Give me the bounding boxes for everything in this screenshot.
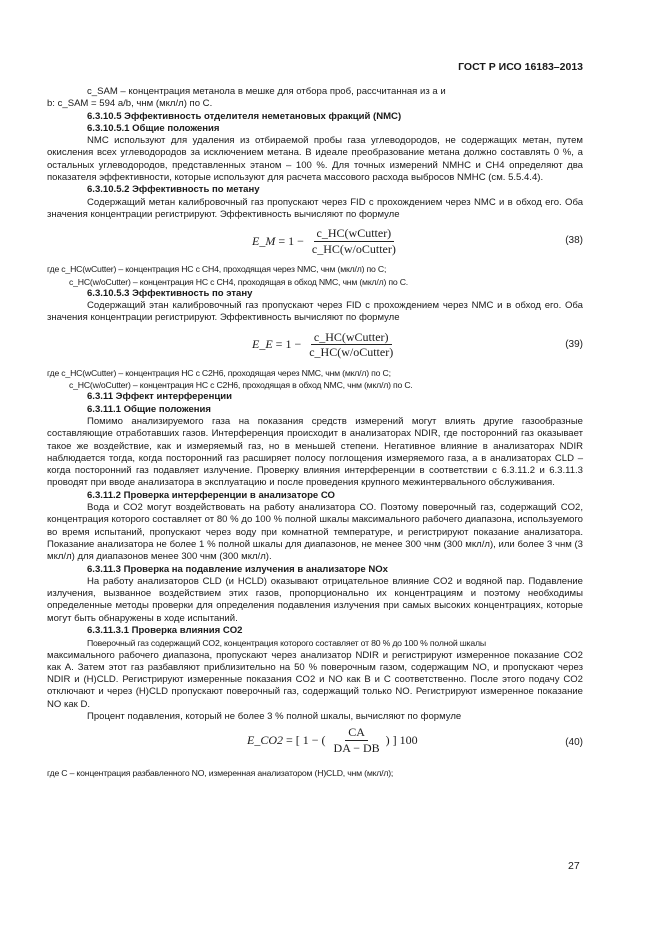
where-39-line-2: c_HC(w/oCutter) – концентрация НС с C2H6, проходящая в обход NMC, чнм (мкл/л) по С. bbox=[69, 380, 413, 391]
heading-6-3-11-2: 6.3.11.2 Проверка интерференции в анализаторе СО bbox=[87, 489, 335, 501]
page-number: 27 bbox=[568, 860, 580, 872]
formula-39-denominator: c_HC(w/oCutter) bbox=[309, 345, 394, 360]
co2-check-line-1: Поверочный газ содержащий CO2, концентрация которого составляет от 80 % до 100 % полной шкалы bbox=[87, 638, 486, 649]
sam-formula-line: b: c_SAM = 594 a/b, чнм (мкл/л) по С. bbox=[47, 98, 213, 110]
formula-38-lhs: E_M bbox=[252, 233, 276, 248]
document-id: ГОСТ Р ИСО 16183–2013 bbox=[458, 61, 583, 73]
equation-number-40: (40) bbox=[565, 737, 583, 749]
interference-paragraph: Помимо анализируемого газа на показания средств измерений могут влиять другие газообразные составляющие отработавших газов. Интерференция происходит в анализаторах NDIR, где посторонний газ оказывает такое же воздействие, как и измеряемый газ, но в меньшей степени. Негативное влияние в анализаторах NDIR наблюдается тогда, когда посторонний газ расширяет полосу поглощения измеряемого газа, а в анализаторах CLD – когда посторонний газ подавляет излучение. Проверку влияния интерференции в соответствии с 6.3.11.2 и 6.3.11.3 проводят при вводе анализатора в эксплуатацию и после проведения крупного межинтервального обслуживания. bbox=[47, 415, 583, 489]
equation-number-39: (39) bbox=[565, 338, 583, 350]
equation-number-38: (38) bbox=[565, 235, 583, 247]
ethane-paragraph: Содержащий этан калибровочный газ пропускают через FID с прохождением через NMC и в обход его. Оба значения концентрации регистрируют. Эффективность вычисляют по формуле bbox=[47, 300, 583, 324]
where-38-line-2: c_HC(w/oCutter) – концентрация НС с CH4, проходящая в обход NMC, чнм (мкл/л) по С. bbox=[69, 276, 409, 287]
formula-40-factor: 100 bbox=[399, 733, 418, 747]
heading-6-3-11-3-1: 6.3.11.3.1 Проверка влияния CO2 bbox=[87, 624, 243, 636]
sam-definition-line: c_SAM – концентрация метанола в мешке для отбора проб, рассчитанная из a и bbox=[87, 86, 446, 97]
heading-6-3-10-5: 6.3.10.5 Эффективность отделителя неметановых фракций (NMC) bbox=[87, 110, 402, 122]
formula-40-lhs: E_CO2 bbox=[247, 733, 283, 747]
heading-6-3-11-3: 6.3.11.3 Проверка на подавление излучения в анализаторе NOx bbox=[87, 563, 388, 575]
where-38-line-1: где c_HC(wCutter) – концентрация НС с CH4, проходящая через NMC, чнм (мкл/л) по С; bbox=[47, 264, 387, 275]
where-40-line: где C – концентрация разбавленного NO, измеренная анализатором (H)CLD, чнм (мкл/л); bbox=[47, 768, 394, 779]
percent-quench-line: Процент подавления, который не более 3 % полной шкалы, вычисляют по формуле bbox=[87, 711, 462, 723]
where-39-line-1: где c_HC(wCutter) – концентрация НС с C2H6, проходящая через NMC, чнм (мкл/л) по С; bbox=[47, 367, 391, 378]
co-interference-paragraph: Вода и CO2 могут воздействовать на работу анализатора СО. Поэтому поверочный газ, содержащий CO2, концентрация которого составляет от 80 % до 100 % полной шкалы максимального рабочего диапазона, используемого во время испытаний, пропускают через воду при комнатной температуре, и регистрируют показание анализатора. Показание анализатора не более 1 % полной шкалы для диапазонов, не менее 300 чнм (300 мкл/л), или более 3 чнм (3 мкл/л) для диапазонов менее 300 чнм (300 мкл/л). bbox=[47, 502, 583, 563]
heading-6-3-10-5-1: 6.3.10.5.1 Общие положения bbox=[87, 122, 220, 134]
formula-39-lhs: E_E bbox=[252, 337, 273, 352]
formula-38-denominator: c_HC(w/oCutter) bbox=[311, 241, 396, 256]
formula-38: E_M = 1 − $\frac{\text{c\_HC(wCutter)}}{\text{c\_HC(w/oCutter)}}$ (38) bbox=[252, 226, 583, 256]
heading-6-3-11-1: 6.3.11.1 Общие положения bbox=[87, 403, 212, 415]
formula-40-numerator: CA bbox=[345, 726, 368, 740]
page-body bbox=[47, 86, 583, 780]
formula-40-denominator: DA − DB bbox=[333, 740, 380, 755]
heading-6-3-10-5-3: 6.3.10.5.3 Эффективность по этану bbox=[87, 287, 253, 299]
methane-paragraph: Содержащий метан калибровочный газ пропускают через FID с прохождением через NMC и в обход его. Оба значения концентрации регистрируют. Эффективность вычисляют по формуле bbox=[47, 196, 583, 220]
co2-check-paragraph: максимального рабочего диапазона, пропускают через анализатор NDIR и регистрируют измеренное показание CO2 как A. Затем этот газ разбавляют приблизительно на 50 % поверочным газом, содержащим NO, и пропускают через NDIR и (H)CLD. Регистрируют измеренные показания CO2 и NO как B и C соответственно. После этого подачу CO2 отключают и через (H)CLD пропускают поверочный газ, содержащий только NO. Регистрируют измеренное показание NO как D. bbox=[47, 649, 583, 710]
formula-39-numerator: c_HC(wCutter) bbox=[311, 331, 392, 345]
heading-6-3-11: 6.3.11 Эффект интерференции bbox=[87, 391, 232, 403]
formula-39: E_E = 1 − $\frac{\text{c\_HC(wCutter)}}{\text{c\_HC(w/oCutter)}}$ (39) bbox=[252, 329, 583, 360]
heading-6-3-10-5-2: 6.3.10.5.2 Эффективность по метану bbox=[87, 184, 260, 196]
nmc-paragraph: NMC используют для удаления из отбираемой пробы газа углеводородов, не содержащих метан, путем окисления всех углеводородов за исключением метана. В идеале преобразование метана должно составлять 0 %, а остальных углеводородов, представленных этаном – 100 %. Для точных измерений NMHC и CH4 определяют два показателя эффективности, которые используют для расчета массового расхода выбросов NMHC (см. 5.5.4.4). bbox=[47, 135, 583, 184]
nox-quench-paragraph: На работу анализаторов CLD (и HCLD) оказывают отрицательное влияние CO2 и водяной пар. Подавление излучения, вызванное воздействием этих газов, пропорционально их концентрациям и поэтому необходимы определенные методы проверки для определения подавления излучения при самых высоких концентрациях, которые могут быть обнаружены в ходе испытаний. bbox=[47, 575, 583, 624]
formula-40: E_CO2 = [ 1 − ( $\frac{CA}{DA - DB}$ ) ] 100 (40) bbox=[247, 725, 583, 755]
formula-38-numerator: c_HC(wCutter) bbox=[314, 227, 395, 241]
